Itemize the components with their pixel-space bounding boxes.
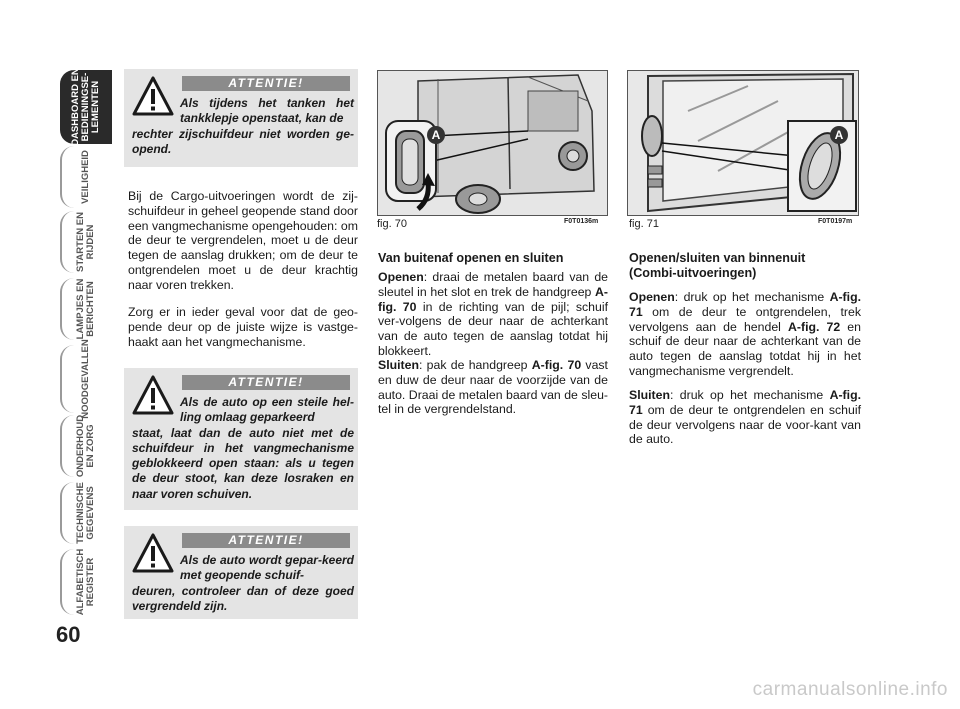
tab-dashboard[interactable] [60,70,112,144]
paragraph: Sluiten: druk op het mechanisme A-fig. 71 om de deur te ontgrendelen en schuif de deur vervolgens naar de voor-kant van de auto. [629,388,861,447]
tab-label: DASHBOARD EN BEDIENINGSE- LEMENTEN [70,68,101,146]
warning-text: Als tijdens het tanken het tankklepje openstaat, kan de rechter zijschuifdeur niet worden ge-opend. [132,96,354,156]
figure-70-illustration [377,70,608,216]
callout-label: A [431,128,441,142]
callout-label: A [834,128,844,142]
section-tabs [0,0,110,709]
paragraph: Openen: druk op het mechanisme A-fig. 71 om de deur te ontgrendelen, trek vervolgens aan de hendel A-fig. 72 en schuif de deur naar de achterkant van de auto tegen de aanslag totdat hij in het vangmechanisme vergrendelt. [629,290,861,378]
section-heading: Openen/sluiten van binnenuit (Combi-uitvoeringen) [629,251,806,280]
tab-starten-en-rijden[interactable] [60,211,112,273]
figure-code: F0T0197m [818,218,853,225]
tab-label: ONDERHOUD EN ZORG [75,414,96,478]
tab-label: LAMPJES EN BERICHTEN [75,278,96,340]
tab-technische-gegevens[interactable] [60,482,112,544]
paragraph: Sluiten: pak de handgreep A-fig. 70 vast en duw de deur naar de voorzijde van de auto. Draai de metalen baard van de sleu-tel in de vergrendelstand. [378,358,608,417]
figure-71-illustration [627,70,859,216]
section-heading: Van buitenaf openen en sluiten [378,251,564,265]
tab-label: ALFABETISCH REGISTER [75,548,96,616]
warning-box [124,69,358,167]
warning-box [124,368,358,510]
tab-label: VEILIGHEID [80,150,91,204]
warning-box [124,526,358,619]
tab-label: TECHNISCHE GEGEVENS [75,482,96,544]
paragraph: Bij de Cargo-uitvoeringen wordt de zij-schuifdeur in geheel geopende stand door een vangmechanisme opengehouden: om de deur te vergrendelen, moet u de deur tegen de aanslag drukken; om de deur te ontgrendelen moet u de deur krachtig naar voren trekken. [128,189,358,292]
door-interior-drawing [628,71,858,215]
van-side-door-drawing [378,71,607,215]
tab-label: STARTEN EN RIJDEN [75,212,96,272]
warning-text: Als de auto wordt gepar-keerd met geopende schuif- deuren, controleer dan of deze goed vergrendeld zijn. [132,553,354,613]
tab-noodgevallen[interactable] [60,339,112,419]
warning-text: Als de auto op een steile hel-ling omlaag geparkeerd staat, laat dan de auto niet met de schuifdeur in het vangmechanisme geblokkeerd open staan: als u tegen de deur stoot, kan deze losraken en naar voren schuiven. [132,395,354,501]
paragraph: Zorg er in ieder geval voor dat de geo-pende deur op de juiste wijze is vastge-haakt aan het vangmechanisme. [128,305,358,349]
warning-title: ATTENTIE! [182,533,350,548]
tab-label: NOODGEVALLEN [80,339,91,419]
warning-title: ATTENTIE! [182,76,350,91]
page-number: 60 [56,622,81,647]
figure-caption: fig. 71 [629,218,659,230]
watermark: carmanualsonline.info [752,679,948,700]
tab-veiligheid[interactable] [60,146,112,208]
figure-caption: fig. 70 [377,218,407,230]
tab-alfabetisch-register[interactable] [60,549,112,615]
tab-onderhoud-en-zorg[interactable] [60,415,112,477]
tab-lampjes-en-berichten[interactable] [60,278,112,340]
warning-title: ATTENTIE! [182,375,350,390]
paragraph: Openen: draai de metalen baard van de sleutel in het slot en trek de handgreep A-fig. 70 in de richting van de pijl; schuif ver-volgens de deur naar de achterkant van de auto tegen de aanslag totdat hij blokkeert. [378,270,608,358]
figure-code: F0T0136m [564,218,599,225]
